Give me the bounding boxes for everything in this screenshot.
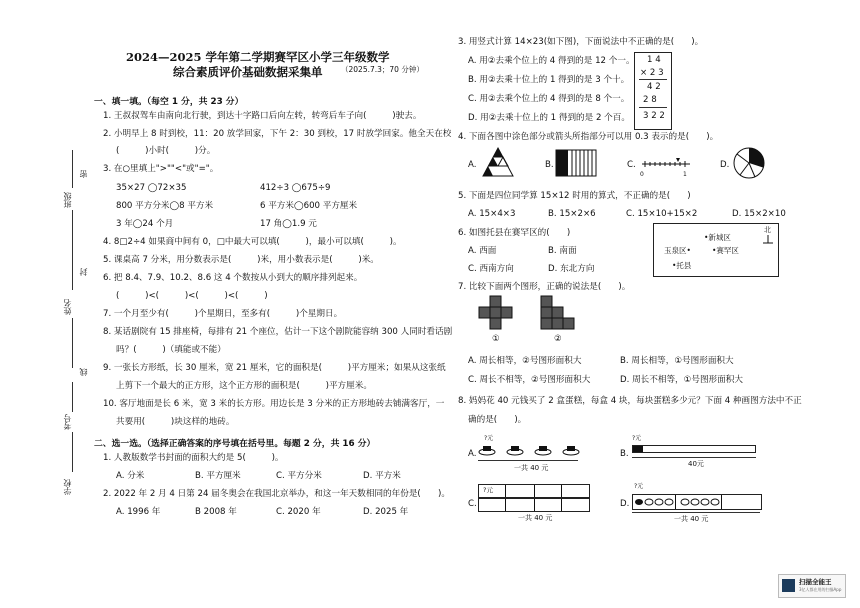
- shape-2-figure: [536, 296, 580, 332]
- bar-model-c-top: [478, 484, 590, 498]
- q1-3-r1b: 412÷3 ◯675÷9: [260, 183, 331, 193]
- calc-line: × 2 3: [640, 68, 664, 78]
- q2-7-optD: D. 周长不相等，①号图形面积大: [620, 375, 743, 385]
- map-yuquan: 玉泉区•: [664, 246, 691, 255]
- q2-2-optD: D. 2025 年: [363, 507, 409, 517]
- q2-1-optC: C. 平方分米: [276, 471, 322, 481]
- q2-5-optC: C. 15×10+15×2: [626, 209, 698, 219]
- q2-6-optD: D. 东北方向: [548, 264, 595, 274]
- q8c-total: 一共 40 元: [518, 514, 553, 522]
- map-saihan: •赛罕区: [712, 246, 739, 255]
- binding-label-mi: 密: [79, 170, 88, 178]
- divider: [534, 499, 535, 511]
- q2-6-optB: B. 南面: [548, 246, 577, 256]
- q2-2: 2. 2022 年 2 月 4 日第 24 届冬奥会在我国北京举办，和这一年天数相同的年份是( )。: [103, 489, 450, 499]
- map-box: [653, 223, 779, 277]
- q2-8-optB: B.: [620, 449, 629, 459]
- q2-6: 6. 如图托县在赛罕区的( ): [458, 228, 571, 238]
- scanner-badge: [778, 574, 846, 598]
- q1-3-r3a: 3 年◯24 个月: [116, 219, 174, 229]
- q8a-question: ?元: [484, 435, 494, 442]
- binding-line: [72, 318, 73, 368]
- q2-4-optC: C.: [627, 160, 636, 170]
- shape-1-label: ①: [492, 334, 500, 344]
- q8b-question: ?元: [632, 435, 642, 442]
- scanner-subtitle: 3亿人都在用的扫描App: [799, 587, 842, 592]
- q1-4: 4. 8□2÷4 如果商中间有 0，□中最大可以填( )，最小可以填( )。: [103, 237, 402, 247]
- q2-1: 1. 人教版数学书封面的面积大约是 5( )。: [103, 453, 284, 463]
- bar-model-c-bottom: [478, 498, 590, 512]
- divider: [505, 499, 506, 511]
- numline-one: 1: [683, 171, 687, 178]
- q2-2-optA: A. 1996 年: [116, 507, 161, 517]
- page-meta: （2025.7.3；70 分钟）: [341, 65, 424, 74]
- q1-3-r2b: 6 平方米◯600 平方厘米: [260, 201, 358, 211]
- q8a-total: 一共 40 元: [514, 464, 549, 472]
- section1-heading: 一、填一填。（每空 1 分，共 23 分）: [94, 97, 244, 107]
- brace-d: [632, 512, 760, 513]
- q2-8-optD: D.: [620, 499, 630, 509]
- q2-8-optA: A.: [468, 449, 477, 459]
- q2-1-optD: D. 平方米: [363, 471, 401, 481]
- binding-label-name: 姓名: [63, 299, 72, 315]
- shape-1-figure: [474, 296, 518, 332]
- calc-line: 3 2 2: [643, 111, 665, 121]
- calc-line: 1 4: [647, 55, 661, 65]
- q1-9: 9. 一张长方形纸，长 30 厘米，宽 21 厘米，它的面积是( )平方厘米；如果从这张纸: [103, 363, 446, 373]
- q1-10b: 共要用( )块这样的地砖。: [116, 417, 235, 427]
- scanner-title: 扫描全能王: [799, 578, 832, 586]
- q2-8b: 确的是( )。: [468, 415, 527, 425]
- north-label: 北: [764, 226, 771, 234]
- q1-8b: 吗？( )（填能或不能）: [116, 345, 226, 355]
- q1-3-r3b: 17 角◯1.9 元: [260, 219, 317, 229]
- q2-4-optA: A.: [468, 160, 477, 170]
- q2-1-optB: B. 平方厘米: [195, 471, 241, 481]
- q1-3-r2a: 800 平方分米◯8 平方米: [116, 201, 214, 211]
- brace-a: [478, 460, 578, 461]
- q2-2-optC: C. 2020 年: [276, 507, 321, 517]
- divider: [675, 495, 676, 509]
- bar-model-b: [632, 445, 756, 453]
- q1-3-r1a: 35×27 ◯72×35: [116, 183, 187, 193]
- q2-4: 4. 下面各图中涂色部分或箭头所指部分可以用 0.3 表示的是( )。: [458, 132, 719, 142]
- q2-5-optA: A. 15×4×3: [468, 209, 516, 219]
- pie-figure: [733, 147, 765, 179]
- binding-label-examno: 考号: [63, 414, 72, 430]
- binding-label-school: 学校: [63, 479, 72, 495]
- q1-6b: ( )<( )<( )<( ): [116, 291, 268, 301]
- q2-8-optC: C.: [468, 499, 477, 509]
- q2-3-optB: B. 用②去乘十位上的 1 得到的是 3 个十。: [468, 75, 630, 85]
- bar-b-highlight: [633, 446, 643, 452]
- bar-strips-figure: [556, 150, 596, 176]
- q2-3-optA: A. 用②去乘个位上的 4 得到的是 12 个一。: [468, 56, 635, 66]
- q8d-question: ?元: [634, 483, 644, 490]
- q1-5: 5. 课桌高 7 分米，用分数表示是( )米，用小数表示是( )米。: [103, 255, 379, 265]
- shape-2-label: ②: [554, 334, 562, 344]
- q2-5: 5. 下面是四位同学算 15×12 时用的算式，不正确的是( ): [458, 191, 691, 201]
- binding-label-feng: 封: [79, 268, 88, 276]
- binding-line: [72, 210, 73, 290]
- map-tuoxian: •托县: [672, 261, 692, 270]
- q8d-total: 一共 40 元: [674, 515, 709, 523]
- q1-3: 3. 在○里填上">""<"或"="。: [103, 164, 219, 174]
- triangle-figure: [482, 147, 514, 177]
- q2-3-optC: C. 用②去乘个位上的 4 得到的是 8 个一。: [468, 94, 630, 104]
- binding-line: [72, 150, 73, 188]
- binding-strip: [0, 0, 92, 608]
- q1-1: 1. 王叔叔驾车由南向北行驶，到达十字路口后向左转，转弯后车子向( )驶去。: [103, 111, 422, 121]
- q2-8: 8. 妈妈花 40 元钱买了 2 盒蛋糕，每盒 4 块，每块蛋糕多少元？下面 4 种画图方法中不正: [458, 396, 802, 406]
- q2-5-optD: D. 15×2×10: [732, 209, 786, 219]
- q2-2-optB: B 2008 年: [195, 507, 237, 517]
- q2-7-optA: A. 周长相等，②号图形面积大: [468, 356, 582, 366]
- numline-zero: 0: [640, 171, 644, 178]
- page-subtitle: 综合素质评价基础数据采集单: [173, 65, 323, 79]
- q1-8: 8. 某话剧院有 15 排座椅，每排有 21 个座位，估计一下这个剧院能容纳 300 人同时看话剧: [103, 327, 453, 337]
- calc-line: 2 8: [643, 95, 657, 105]
- divider: [561, 499, 562, 511]
- binding-label-class: 班级: [63, 192, 72, 208]
- divider: [505, 485, 506, 497]
- calc-rule: [639, 79, 667, 80]
- page-title: 2024—2025 学年第二学期赛罕区小学三年级数学: [126, 50, 390, 64]
- q8c-question: ?元: [483, 486, 493, 494]
- q2-7-optC: C. 周长不相等，②号图形面积大: [468, 375, 591, 385]
- multiplication-box: [634, 52, 672, 130]
- divider: [534, 485, 535, 497]
- q1-2b: ( )小时( )分。: [116, 146, 216, 156]
- q1-10: 10. 客厅地面是长 6 米，宽 3 米的长方形。用边长是 3 分米的正方形地砖去铺满客厅，一: [103, 399, 445, 409]
- q1-2: 2. 小明早上 8 时到校，11：20 放学回家，下午 2：30 到校，17 时放学回家。他全天在校: [103, 129, 452, 139]
- q8b-total: 40元: [688, 460, 704, 468]
- q2-1-optA: A. 分米: [116, 471, 145, 481]
- q2-6-optC: C. 西南方向: [468, 264, 514, 274]
- q2-7-optB: B. 周长相等，①号图形面积大: [620, 356, 734, 366]
- scanner-logo-icon: [782, 579, 795, 592]
- q1-9b: 上剪下一个最大的正方形，这个正方形的面积是( )平方厘米。: [116, 381, 372, 391]
- q2-4-optD: D.: [720, 160, 730, 170]
- binding-line: [72, 382, 73, 412]
- brace-b: [632, 457, 756, 458]
- q2-4-optB: B.: [545, 160, 554, 170]
- divider: [721, 495, 722, 509]
- section2-heading: 二、选一选。（选择正确答案的序号填在括号里。每题 2 分，共 16 分）: [94, 439, 376, 449]
- q1-7: 7. 一个月至少有( )个星期日，至多有( )个星期日。: [103, 309, 343, 319]
- q2-7: 7. 比较下面两个图形，正确的说法是( )。: [458, 282, 631, 292]
- q2-5-optB: B. 15×2×6: [548, 209, 596, 219]
- binding-label-xian: 线: [79, 368, 88, 376]
- north-arrow-icon: [763, 235, 773, 243]
- q2-3: 3. 用竖式计算 14×23(如下图)，下面说法中不正确的是( )。: [458, 37, 704, 47]
- bar-model-d: [632, 494, 762, 510]
- q1-6: 6. 把 8.4、7.9、10.2、8.6 这 4 个数按从小到大的顺序排列起来。: [103, 273, 363, 283]
- cake-plates-a: [478, 443, 578, 457]
- q2-6-optA: A. 西面: [468, 246, 497, 256]
- binding-line: [72, 432, 73, 472]
- q2-3-optD: D. 用②去乘十位上的 1 得到的是 2 个百。: [468, 113, 630, 123]
- calc-rule: [639, 107, 667, 108]
- calc-line: 4 2: [647, 82, 661, 92]
- cake-dots-d: [635, 498, 759, 506]
- map-xincheng: •新城区: [704, 233, 731, 242]
- divider: [561, 485, 562, 497]
